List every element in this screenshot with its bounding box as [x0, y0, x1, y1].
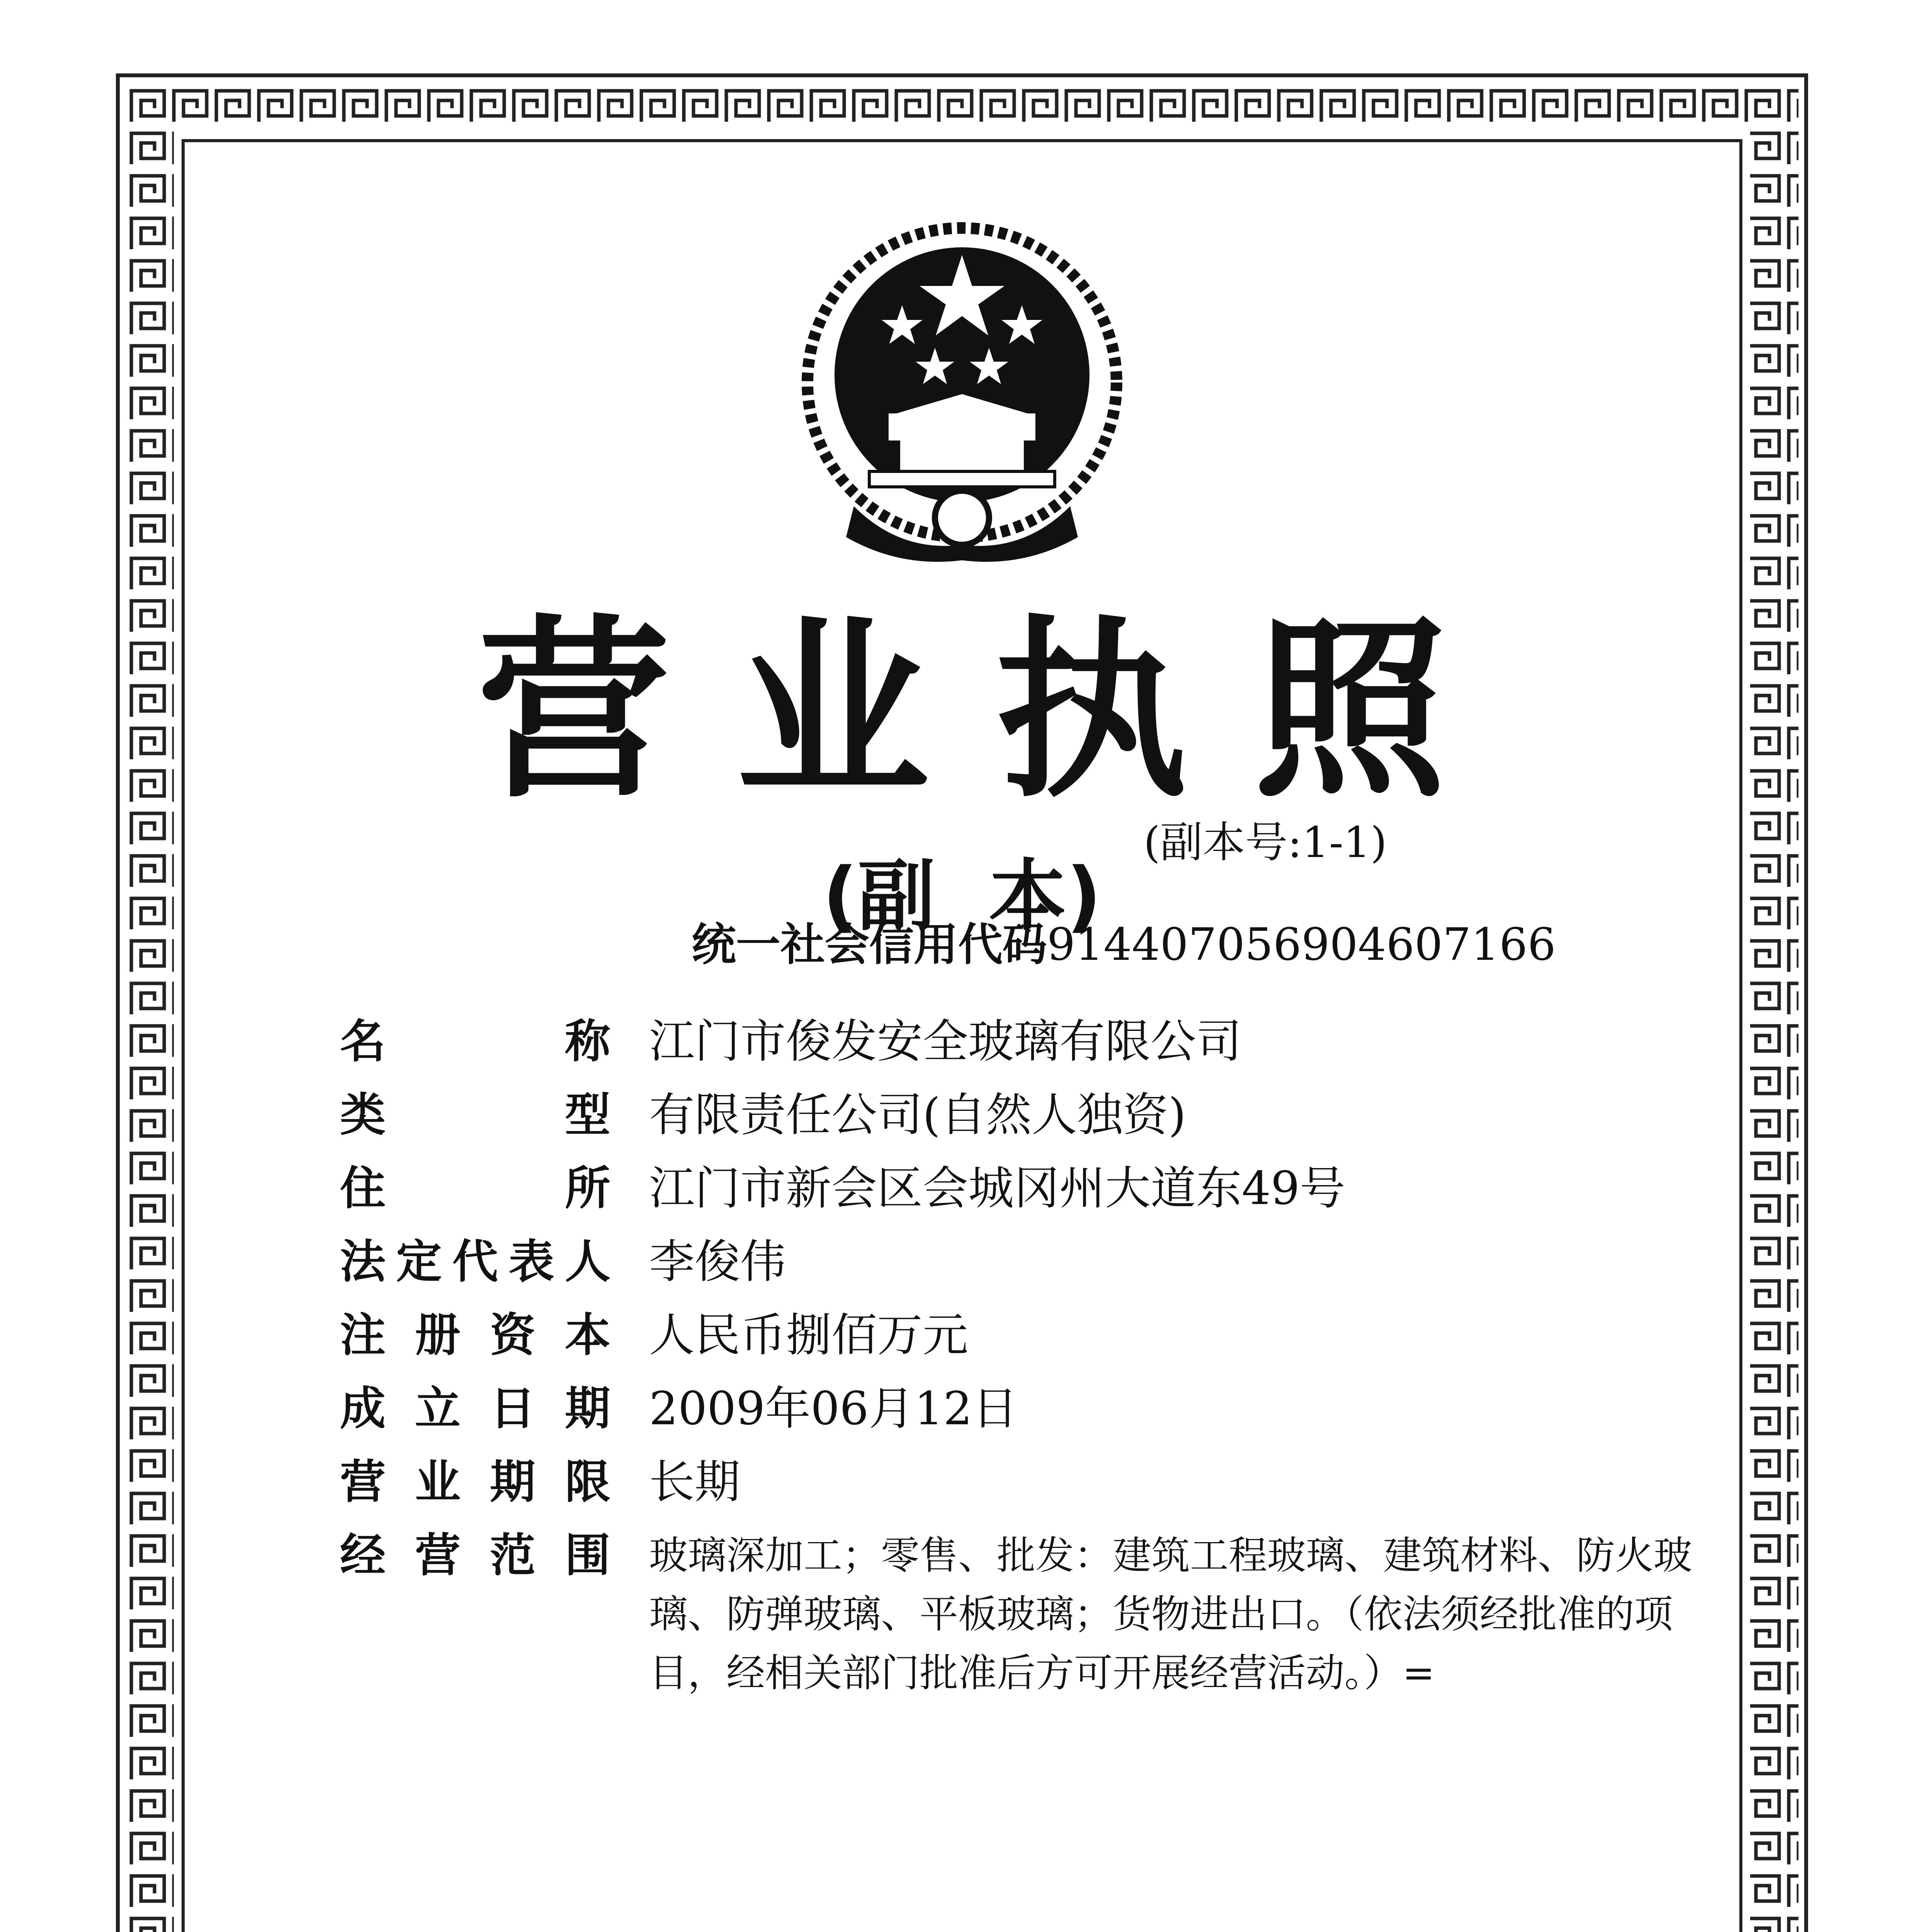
field-legal-representative [340, 1233, 1692, 1306]
field-address [340, 1159, 1692, 1233]
field-label: 类 型 [340, 1088, 610, 1141]
field-business-scope [340, 1526, 1692, 1696]
field-label: 法 定 代 表 人 [340, 1235, 610, 1288]
field-value: 江门市新会区会城冈州大道东49号 [649, 1162, 1346, 1215]
field-name [340, 1012, 1692, 1086]
field-value: 李俊伟 [649, 1235, 786, 1288]
field-value: 人民币捌佰万元 [649, 1308, 969, 1362]
credit-code-value: 914407056904607166 [1047, 919, 1556, 971]
field-value: 长期 [649, 1455, 741, 1509]
field-value: 有限责任公司(自然人独资) [649, 1088, 1186, 1141]
field-value: 玻璃深加工；零售、批发：建筑工程玻璃、建筑材料、防火玻璃、防弹玻璃、平板玻璃；货物进出口。（依法须经批准的项目，经相关部门批准后方可开展经营活动。）= [649, 1533, 1692, 1696]
field-value: 2009年06月12日 [649, 1382, 1018, 1435]
field-label: 住 所 [340, 1162, 610, 1215]
field-label: 营 业 期 限 [340, 1455, 610, 1509]
field-established-date [340, 1379, 1692, 1453]
field-business-term [340, 1453, 1692, 1526]
field-type [340, 1086, 1692, 1159]
copy-number: (副本号:1-1) [1144, 818, 1387, 867]
field-value: 江门市俊发安全玻璃有限公司 [649, 1015, 1242, 1068]
license-fields [340, 1012, 1692, 1696]
field-label: 经 营 范 围 [340, 1529, 610, 1582]
field-registered-capital [340, 1306, 1692, 1379]
document-subtitle: (副 本) [822, 851, 1102, 941]
field-label: 注 册 资 本 [340, 1308, 610, 1362]
document-title: 营业执照 [477, 599, 1513, 823]
field-label: 名 称 [340, 1015, 610, 1068]
credit-code-row [692, 916, 1556, 974]
field-label: 成 立 日 期 [340, 1382, 610, 1435]
credit-code-label: 统一社会信用代码 [692, 919, 1047, 971]
national-emblem-icon [784, 213, 1140, 568]
